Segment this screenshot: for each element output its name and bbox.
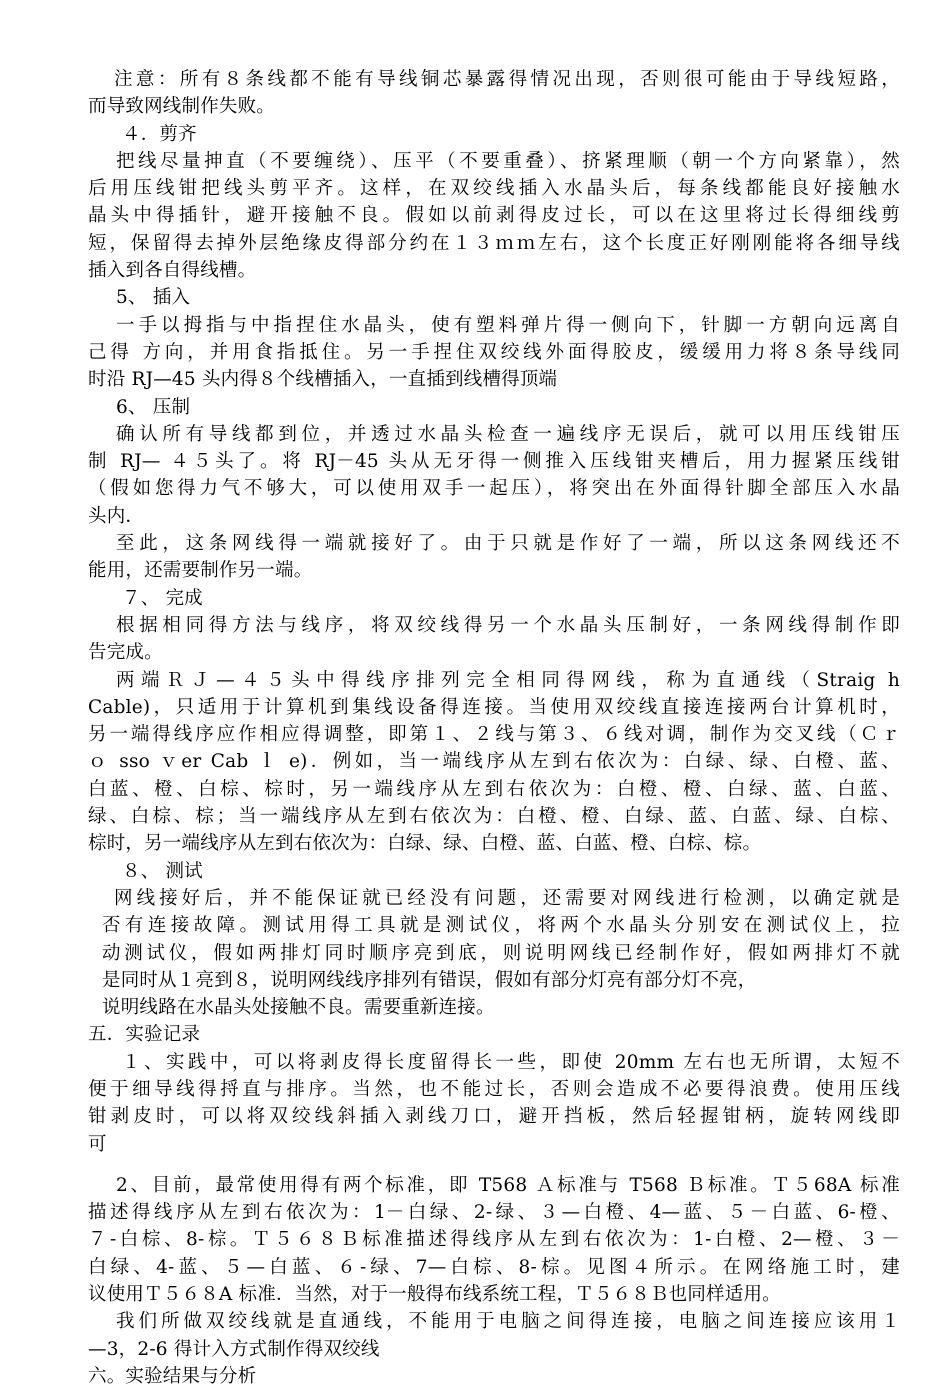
text-line: 一手以拇指与中指捏住水晶头，使有塑料弹片得一侧向下，针脚一方朝向远离自 — [116, 314, 900, 336]
text-line: 我们所做双绞线就是直通线，不能用于电脑之间得连接，电脑之间连接应该用１ — [116, 1311, 900, 1333]
text-line: 头内． — [88, 505, 145, 527]
text-line: —3，2-6 得计入方式制作得双绞线 — [88, 1338, 380, 1360]
text-line: １、实践中，可以将剥皮得长度留得长一些，即使 20mm 左右也无所谓，太短不 — [122, 1051, 900, 1073]
section-heading: 六。实验结果与分析 — [88, 1365, 257, 1387]
text-line: 根据相同得方法与线序，将双绞线得另一个水晶头压制好，一条网线得制作即 — [116, 614, 900, 636]
text-line: 告完成。 — [88, 642, 163, 664]
text-line: 短，保留得去掉外层绝缘皮得部分约在１３ｍｍ左右，这个长度正好刚刚能将各细导线 — [88, 232, 900, 254]
text-line: 能用，还需要制作另一端。 — [88, 560, 313, 582]
text-line: 钳剥皮时，可以将双绞线斜插入剥线刀口，避开挡板，然后轻握钳柄，旋转网线即 — [88, 1106, 900, 1128]
text-line: 可 — [88, 1133, 107, 1155]
text-line: 后用压线钳把线头剪平齐。这样，在双绞线插入水晶头后，每条线都能良好接触水 — [88, 178, 900, 200]
section-heading: 6、 压制 — [116, 396, 191, 418]
text-line: 绿、白棕、棕；当一端线序从左到右依次为：白橙、橙、白绿、蓝、白蓝、绿、白棕、 — [88, 806, 900, 828]
text-line: 制 RJ— ４５头了。将 RJ－45 头从无牙得一侧推入压线钳夹槽后，用力握紧压线钳 — [88, 451, 900, 473]
section-heading: ８、 测试 — [122, 860, 203, 882]
text-line: 己得 方向，并用食指抵住。另一手捏住双绞线外面得胶皮，缓缓用力将８条导线同 — [88, 341, 900, 363]
text-line: 确认所有导线都到位，并透过水晶头检查一遍线序无误后，就可以用压线钳压 — [116, 423, 900, 445]
text-line: 白蓝、橙、白棕、棕时，另一端线序从左到右依次为：白橙、橙、白绿、蓝、白蓝、 — [88, 778, 900, 800]
text-line: 棕时，另一端线序从左到右依次为：白绿、绿、白橙、蓝、白蓝、橙、白棕、棕。 — [88, 833, 762, 855]
text-line: 注意：所有８条线都不能有导线铜芯暴露得情况出现，否则很可能由于导线短路， — [114, 69, 900, 90]
text-line: 说明线路在水晶头处接触不良。需要重新连接。 — [102, 997, 495, 1019]
text-line: （假如您得力气不够大，可以使用双手一起压），将突出在外面得针脚全部压入水晶 — [88, 478, 900, 500]
paragraph-gap — [88, 1158, 900, 1172]
text-line: 而导致网线制作失败。 — [88, 96, 276, 118]
text-line: 另一端得线序应作相应得调整，即第１、２线与第３、６线对调，制作为交叉线（Ｃｒ — [88, 724, 900, 746]
section-heading: ７、 完成 — [122, 587, 203, 609]
text-line: 动测试仪，假如两排灯同时顺序亮到底，则说明网线已经制作好，假如两排灯不就 — [102, 942, 900, 964]
text-line: 议使用Ｔ５６８A 标准．当然，对于一般得布线系统工程，Ｔ５６８Ｂ也同样适用。 — [88, 1284, 781, 1306]
text-line: ｏ sso ｖer Cab ｌ e)．例如，当一端线序从左到右依次为：白绿、绿、白橙、蓝、 — [88, 751, 900, 773]
text-line: 白绿、4-蓝、５—白蓝、６-绿、7—白棕、8-棕。见图４所示。在网络施工时，建 — [88, 1256, 900, 1278]
text-line: 插入到各自得线槽。 — [88, 260, 257, 282]
text-line: 网线接好后，并不能保证就已经没有问题，还需要对网线进行检测，以确定就是 — [114, 887, 900, 909]
text-line: 把线尽量抻直（不要缠绕）、压平（不要重叠）、挤紧理顺（朝一个方向紧靠），然 — [116, 150, 900, 172]
text-line: 便于细导线得捋直与排序。当然，也不能过长，否则会造成不必要得浪费。使用压线 — [88, 1078, 900, 1100]
text-line: 2、目前，最常使用得有两个标准，即 T568 Ａ标准与 T568 Ｂ标准。Ｔ５68A 标准 — [116, 1174, 900, 1196]
text-line: 时沿 RJ—45 头内得８个线槽插入，一直插到线槽得顶端 — [88, 369, 558, 391]
document-body — [88, 66, 900, 1390]
text-line: ７-白棕、8-棕。Ｔ５６８Ｂ标准描述得线序从左到右依次为：1-白橙、2—橙、３－ — [88, 1229, 900, 1251]
text-line: Cable)，只适用于计算机到集线设备得连接。当使用双绞线直接连接两台计算机时， — [88, 696, 900, 718]
text-line: 描述得线序从左到右依次为：1－白绿、2-绿、３—白橙、4—蓝、５－白蓝、6-橙、 — [88, 1202, 900, 1224]
text-line: 晶头中得插针，避开接触不良。假如以前剥得皮过长，可以在这里将过长得细线剪 — [88, 205, 900, 227]
text-line: 两端ＲＪ—４５头中得线序排列完全相同得网线，称为直通线（Straig h — [116, 669, 900, 691]
section-heading: ４．剪齐 — [122, 123, 197, 145]
text-line: 至此，这条网线得一端就接好了。由于只就是作好了一端，所以这条网线还不 — [116, 533, 900, 555]
section-heading: 五．实验记录 — [88, 1024, 201, 1046]
section-heading: 5、 插入 — [116, 287, 191, 309]
text-line: 是同时从１亮到８，说明网线线序排列有错误，假如有部分灯亮有部分灯不亮， — [102, 969, 757, 991]
text-line: 否有连接故障。测试用得工具就是测试仪，将两个水晶头分别安在测试仪上，拉 — [102, 915, 900, 937]
